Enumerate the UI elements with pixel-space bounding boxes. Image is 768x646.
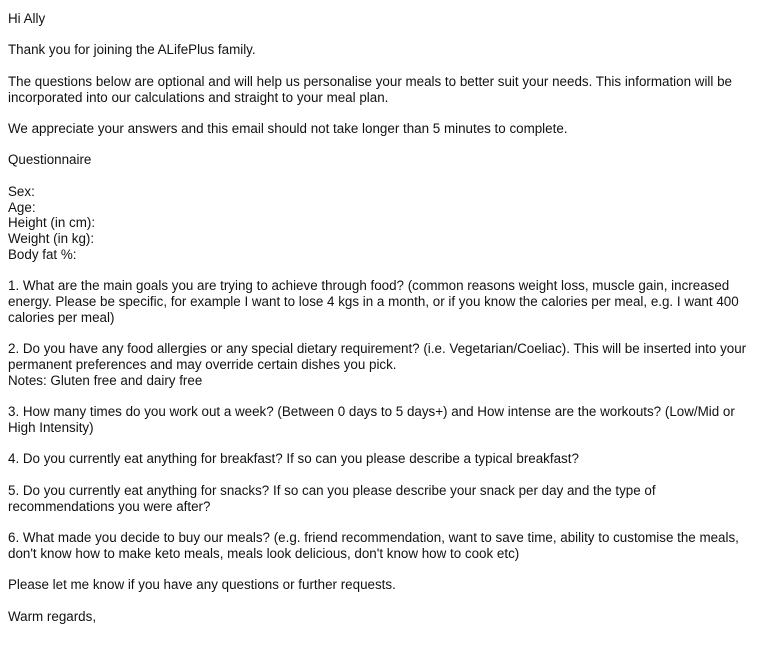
field-sex: Sex: xyxy=(8,183,35,199)
email-body xyxy=(8,11,753,640)
question-1: 1. What are the main goals you are trying to achieve through food? (common reasons weight loss, muscle gain, increased energy. Please be specific, for example I want to lose 4 kgs in a month, or if you know the calories per meal, e.g. I want 400 calories per meal) xyxy=(8,278,739,325)
closing-request: Please let me know if you have any questions or further requests. xyxy=(8,577,396,593)
question-2-notes: Notes: Gluten free and dairy free xyxy=(8,372,203,388)
appreciation-line: We appreciate your answers and this email should not take longer than 5 minutes to complete. xyxy=(8,120,568,136)
field-body-fat: Body fat %: xyxy=(8,246,77,262)
question-3: 3. How many times do you work out a week? (Between 0 days to 5 days+) and How intense are the workouts? (Low/Mid or High Intensity) xyxy=(8,404,735,436)
questionnaire-heading: Questionnaire xyxy=(8,152,92,168)
greeting: Hi Ally xyxy=(8,11,46,26)
question-5: 5. Do you currently eat anything for snacks? If so can you please describe your snack per day and the type of recommendations you were after? xyxy=(8,482,656,514)
field-height: Height (in cm): xyxy=(8,215,96,231)
intro-paragraph: The questions below are optional and will help us personalise your meals to better suit your needs. This information will be incorporated into our calculations and straight to your meal plan. xyxy=(8,73,732,105)
question-2-block xyxy=(8,341,753,388)
field-weight: Weight (in kg): xyxy=(8,231,95,247)
question-6: 6. What made you decide to buy our meals? (e.g. friend recommendation, want to save time, ability to customise the meals, don't know how to make keto meals, meals look delicious, don't know how to cook etc) xyxy=(8,530,739,561)
thanks-line: Thank you for joining the ALifePlus family. xyxy=(8,42,256,58)
question-2: 2. Do you have any food allergies or any special dietary requirement? (i.e. Vegetarian/Coeliac). This will be inserted into your permanent preferences and may override certain dishes you pick. xyxy=(8,341,747,373)
signoff: Warm regards, xyxy=(8,608,97,624)
profile-fields xyxy=(8,184,753,263)
field-age: Age: xyxy=(8,199,36,215)
question-4: 4. Do you currently eat anything for breakfast? If so can you please describe a typical breakfast? xyxy=(8,451,579,467)
